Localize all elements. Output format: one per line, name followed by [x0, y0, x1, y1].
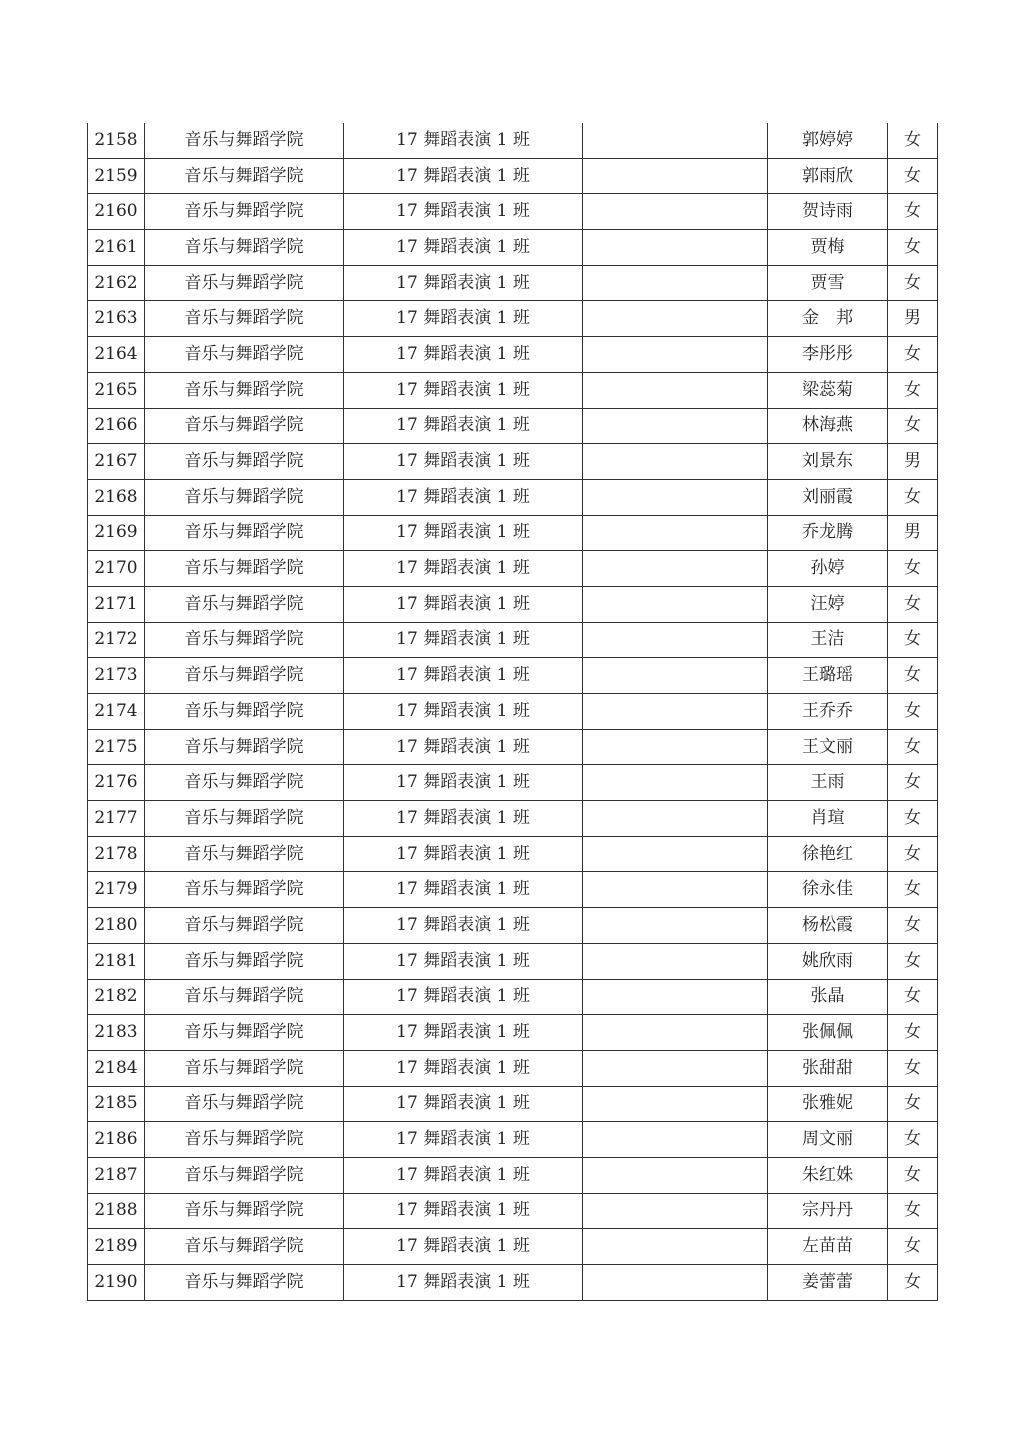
- roster-body: [88, 123, 938, 1300]
- table-row: [88, 408, 938, 444]
- class-cell: 17 舞蹈表演 1 班: [344, 479, 583, 515]
- gender-cell: 女: [888, 479, 938, 515]
- blank-cell: [583, 1265, 768, 1301]
- college-cell: 音乐与舞蹈学院: [145, 515, 344, 551]
- blank-cell: [583, 551, 768, 587]
- class-cell: 17 舞蹈表演 1 班: [344, 586, 583, 622]
- gender-cell: 女: [888, 158, 938, 194]
- class-cell: 17 舞蹈表演 1 班: [344, 1229, 583, 1265]
- table-row: [88, 801, 938, 837]
- student-name-cell: 汪婷: [768, 586, 888, 622]
- student-name-cell: 徐艳红: [768, 836, 888, 872]
- row-number: 2173: [88, 658, 145, 694]
- gender-cell: 女: [888, 729, 938, 765]
- class-cell: 17 舞蹈表演 1 班: [344, 194, 583, 230]
- class-cell: 17 舞蹈表演 1 班: [344, 1157, 583, 1193]
- college-cell: 音乐与舞蹈学院: [145, 265, 344, 301]
- blank-cell: [583, 1015, 768, 1051]
- blank-cell: [583, 265, 768, 301]
- blank-cell: [583, 765, 768, 801]
- table-row: [88, 372, 938, 408]
- gender-cell: 女: [888, 943, 938, 979]
- college-cell: 音乐与舞蹈学院: [145, 444, 344, 480]
- class-cell: 17 舞蹈表演 1 班: [344, 158, 583, 194]
- gender-cell: 女: [888, 765, 938, 801]
- blank-cell: [583, 872, 768, 908]
- student-name-cell: 张晶: [768, 979, 888, 1015]
- gender-cell: 女: [888, 230, 938, 266]
- row-number: 2179: [88, 872, 145, 908]
- class-cell: 17 舞蹈表演 1 班: [344, 872, 583, 908]
- college-cell: 音乐与舞蹈学院: [145, 694, 344, 730]
- college-cell: 音乐与舞蹈学院: [145, 1015, 344, 1051]
- table-row: [88, 551, 938, 587]
- college-cell: 音乐与舞蹈学院: [145, 1229, 344, 1265]
- table-row: [88, 622, 938, 658]
- table-row: [88, 158, 938, 194]
- class-cell: 17 舞蹈表演 1 班: [344, 515, 583, 551]
- row-number: 2188: [88, 1193, 145, 1229]
- gender-cell: 女: [888, 265, 938, 301]
- row-number: 2184: [88, 1050, 145, 1086]
- college-cell: 音乐与舞蹈学院: [145, 372, 344, 408]
- row-number: 2190: [88, 1265, 145, 1301]
- student-name-cell: 张雅妮: [768, 1086, 888, 1122]
- gender-cell: 女: [888, 1193, 938, 1229]
- student-name-cell: 林海燕: [768, 408, 888, 444]
- row-number: 2187: [88, 1157, 145, 1193]
- student-name-cell: 宗丹丹: [768, 1193, 888, 1229]
- row-number: 2166: [88, 408, 145, 444]
- gender-cell: 男: [888, 301, 938, 337]
- student-name-cell: 王乔乔: [768, 694, 888, 730]
- college-cell: 音乐与舞蹈学院: [145, 479, 344, 515]
- table-row: [88, 123, 938, 158]
- gender-cell: 女: [888, 551, 938, 587]
- student-name-cell: 孙婷: [768, 551, 888, 587]
- roster-page: [87, 123, 937, 1301]
- table-row: [88, 1015, 938, 1051]
- gender-cell: 女: [888, 1050, 938, 1086]
- student-name-cell: 姜蕾蕾: [768, 1265, 888, 1301]
- row-number: 2175: [88, 729, 145, 765]
- gender-cell: 女: [888, 1086, 938, 1122]
- row-number: 2172: [88, 622, 145, 658]
- gender-cell: 女: [888, 1229, 938, 1265]
- student-name-cell: 李彤彤: [768, 337, 888, 373]
- gender-cell: 女: [888, 658, 938, 694]
- table-row: [88, 444, 938, 480]
- row-number: 2185: [88, 1086, 145, 1122]
- blank-cell: [583, 1050, 768, 1086]
- student-name-cell: 金 邦: [768, 301, 888, 337]
- blank-cell: [583, 444, 768, 480]
- row-number: 2164: [88, 337, 145, 373]
- student-name-cell: 王璐瑶: [768, 658, 888, 694]
- class-cell: 17 舞蹈表演 1 班: [344, 729, 583, 765]
- college-cell: 音乐与舞蹈学院: [145, 301, 344, 337]
- student-name-cell: 贺诗雨: [768, 194, 888, 230]
- student-name-cell: 周文丽: [768, 1122, 888, 1158]
- row-number: 2183: [88, 1015, 145, 1051]
- table-row: [88, 230, 938, 266]
- row-number: 2170: [88, 551, 145, 587]
- gender-cell: 女: [888, 123, 938, 158]
- table-row: [88, 1122, 938, 1158]
- row-number: 2174: [88, 694, 145, 730]
- student-name-cell: 乔龙腾: [768, 515, 888, 551]
- class-cell: 17 舞蹈表演 1 班: [344, 1086, 583, 1122]
- student-name-cell: 郭婷婷: [768, 123, 888, 158]
- row-number: 2177: [88, 801, 145, 837]
- student-name-cell: 贾雪: [768, 265, 888, 301]
- class-cell: 17 舞蹈表演 1 班: [344, 1265, 583, 1301]
- gender-cell: 女: [888, 979, 938, 1015]
- student-name-cell: 梁蕊菊: [768, 372, 888, 408]
- table-row: [88, 729, 938, 765]
- blank-cell: [583, 979, 768, 1015]
- row-number: 2171: [88, 586, 145, 622]
- blank-cell: [583, 1086, 768, 1122]
- college-cell: 音乐与舞蹈学院: [145, 1157, 344, 1193]
- table-row: [88, 301, 938, 337]
- class-cell: 17 舞蹈表演 1 班: [344, 301, 583, 337]
- student-name-cell: 姚欣雨: [768, 943, 888, 979]
- college-cell: 音乐与舞蹈学院: [145, 836, 344, 872]
- table-row: [88, 1193, 938, 1229]
- table-row: [88, 836, 938, 872]
- table-row: [88, 908, 938, 944]
- table-row: [88, 337, 938, 373]
- college-cell: 音乐与舞蹈学院: [145, 1050, 344, 1086]
- blank-cell: [583, 408, 768, 444]
- row-number: 2181: [88, 943, 145, 979]
- class-cell: 17 舞蹈表演 1 班: [344, 372, 583, 408]
- college-cell: 音乐与舞蹈学院: [145, 337, 344, 373]
- gender-cell: 女: [888, 1015, 938, 1051]
- row-number: 2186: [88, 1122, 145, 1158]
- gender-cell: 女: [888, 872, 938, 908]
- blank-cell: [583, 230, 768, 266]
- table-row: [88, 765, 938, 801]
- class-cell: 17 舞蹈表演 1 班: [344, 979, 583, 1015]
- gender-cell: 女: [888, 801, 938, 837]
- student-name-cell: 王雨: [768, 765, 888, 801]
- row-number: 2169: [88, 515, 145, 551]
- college-cell: 音乐与舞蹈学院: [145, 194, 344, 230]
- table-row: [88, 1157, 938, 1193]
- student-name-cell: 王文丽: [768, 729, 888, 765]
- blank-cell: [583, 622, 768, 658]
- table-row: [88, 1229, 938, 1265]
- college-cell: 音乐与舞蹈学院: [145, 158, 344, 194]
- table-row: [88, 265, 938, 301]
- student-name-cell: 郭雨欣: [768, 158, 888, 194]
- class-cell: 17 舞蹈表演 1 班: [344, 337, 583, 373]
- gender-cell: 女: [888, 194, 938, 230]
- student-name-cell: 朱红姝: [768, 1157, 888, 1193]
- table-row: [88, 694, 938, 730]
- row-number: 2158: [88, 123, 145, 158]
- class-cell: 17 舞蹈表演 1 班: [344, 658, 583, 694]
- row-number: 2161: [88, 230, 145, 266]
- table-row: [88, 1265, 938, 1301]
- student-name-cell: 刘丽霞: [768, 479, 888, 515]
- student-name-cell: 左苗苗: [768, 1229, 888, 1265]
- table-row: [88, 658, 938, 694]
- class-cell: 17 舞蹈表演 1 班: [344, 908, 583, 944]
- table-row: [88, 872, 938, 908]
- blank-cell: [583, 515, 768, 551]
- gender-cell: 女: [888, 586, 938, 622]
- blank-cell: [583, 337, 768, 373]
- college-cell: 音乐与舞蹈学院: [145, 1193, 344, 1229]
- class-cell: 17 舞蹈表演 1 班: [344, 765, 583, 801]
- student-name-cell: 张佩佩: [768, 1015, 888, 1051]
- blank-cell: [583, 1122, 768, 1158]
- class-cell: 17 舞蹈表演 1 班: [344, 230, 583, 266]
- gender-cell: 女: [888, 1157, 938, 1193]
- blank-cell: [583, 1229, 768, 1265]
- class-cell: 17 舞蹈表演 1 班: [344, 408, 583, 444]
- blank-cell: [583, 158, 768, 194]
- college-cell: 音乐与舞蹈学院: [145, 658, 344, 694]
- class-cell: 17 舞蹈表演 1 班: [344, 444, 583, 480]
- college-cell: 音乐与舞蹈学院: [145, 872, 344, 908]
- gender-cell: 女: [888, 836, 938, 872]
- student-name-cell: 贾梅: [768, 230, 888, 266]
- gender-cell: 女: [888, 1265, 938, 1301]
- row-number: 2167: [88, 444, 145, 480]
- college-cell: 音乐与舞蹈学院: [145, 408, 344, 444]
- blank-cell: [583, 586, 768, 622]
- class-cell: 17 舞蹈表演 1 班: [344, 694, 583, 730]
- blank-cell: [583, 943, 768, 979]
- student-name-cell: 杨松霞: [768, 908, 888, 944]
- college-cell: 音乐与舞蹈学院: [145, 1122, 344, 1158]
- college-cell: 音乐与舞蹈学院: [145, 729, 344, 765]
- gender-cell: 女: [888, 337, 938, 373]
- college-cell: 音乐与舞蹈学院: [145, 622, 344, 658]
- blank-cell: [583, 836, 768, 872]
- row-number: 2180: [88, 908, 145, 944]
- row-number: 2189: [88, 1229, 145, 1265]
- class-cell: 17 舞蹈表演 1 班: [344, 622, 583, 658]
- blank-cell: [583, 372, 768, 408]
- student-name-cell: 张甜甜: [768, 1050, 888, 1086]
- class-cell: 17 舞蹈表演 1 班: [344, 943, 583, 979]
- gender-cell: 男: [888, 515, 938, 551]
- blank-cell: [583, 729, 768, 765]
- row-number: 2182: [88, 979, 145, 1015]
- table-row: [88, 586, 938, 622]
- table-row: [88, 515, 938, 551]
- class-cell: 17 舞蹈表演 1 班: [344, 1050, 583, 1086]
- college-cell: 音乐与舞蹈学院: [145, 230, 344, 266]
- student-roster-table: [87, 123, 938, 1301]
- college-cell: 音乐与舞蹈学院: [145, 586, 344, 622]
- row-number: 2163: [88, 301, 145, 337]
- row-number: 2159: [88, 158, 145, 194]
- gender-cell: 女: [888, 622, 938, 658]
- row-number: 2176: [88, 765, 145, 801]
- gender-cell: 男: [888, 444, 938, 480]
- college-cell: 音乐与舞蹈学院: [145, 979, 344, 1015]
- class-cell: 17 舞蹈表演 1 班: [344, 836, 583, 872]
- blank-cell: [583, 123, 768, 158]
- blank-cell: [583, 1157, 768, 1193]
- college-cell: 音乐与舞蹈学院: [145, 123, 344, 158]
- class-cell: 17 舞蹈表演 1 班: [344, 1015, 583, 1051]
- college-cell: 音乐与舞蹈学院: [145, 1086, 344, 1122]
- table-row: [88, 194, 938, 230]
- student-name-cell: 刘景东: [768, 444, 888, 480]
- blank-cell: [583, 908, 768, 944]
- student-name-cell: 徐永佳: [768, 872, 888, 908]
- college-cell: 音乐与舞蹈学院: [145, 908, 344, 944]
- class-cell: 17 舞蹈表演 1 班: [344, 1122, 583, 1158]
- row-number: 2162: [88, 265, 145, 301]
- row-number: 2165: [88, 372, 145, 408]
- table-row: [88, 1050, 938, 1086]
- table-row: [88, 979, 938, 1015]
- gender-cell: 女: [888, 908, 938, 944]
- class-cell: 17 舞蹈表演 1 班: [344, 123, 583, 158]
- blank-cell: [583, 694, 768, 730]
- blank-cell: [583, 479, 768, 515]
- gender-cell: 女: [888, 694, 938, 730]
- blank-cell: [583, 801, 768, 837]
- class-cell: 17 舞蹈表演 1 班: [344, 1193, 583, 1229]
- class-cell: 17 舞蹈表演 1 班: [344, 551, 583, 587]
- blank-cell: [583, 1193, 768, 1229]
- gender-cell: 女: [888, 408, 938, 444]
- row-number: 2178: [88, 836, 145, 872]
- class-cell: 17 舞蹈表演 1 班: [344, 265, 583, 301]
- blank-cell: [583, 301, 768, 337]
- college-cell: 音乐与舞蹈学院: [145, 1265, 344, 1301]
- row-number: 2168: [88, 479, 145, 515]
- college-cell: 音乐与舞蹈学院: [145, 765, 344, 801]
- blank-cell: [583, 658, 768, 694]
- student-name-cell: 王洁: [768, 622, 888, 658]
- table-row: [88, 1086, 938, 1122]
- college-cell: 音乐与舞蹈学院: [145, 551, 344, 587]
- student-name-cell: 肖瑄: [768, 801, 888, 837]
- table-row: [88, 479, 938, 515]
- gender-cell: 女: [888, 1122, 938, 1158]
- gender-cell: 女: [888, 372, 938, 408]
- table-row: [88, 943, 938, 979]
- class-cell: 17 舞蹈表演 1 班: [344, 801, 583, 837]
- row-number: 2160: [88, 194, 145, 230]
- blank-cell: [583, 194, 768, 230]
- college-cell: 音乐与舞蹈学院: [145, 801, 344, 837]
- college-cell: 音乐与舞蹈学院: [145, 943, 344, 979]
